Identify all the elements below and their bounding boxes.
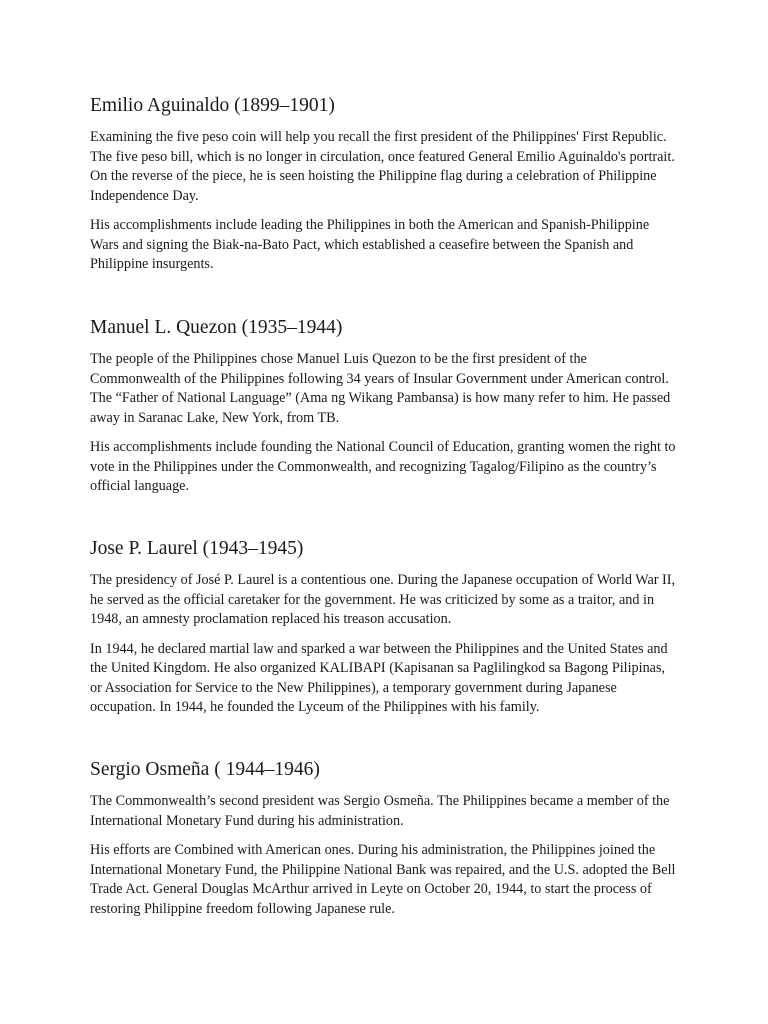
- section-paragraph: The presidency of José P. Laurel is a contentious one. During the Japanese occupation of World War II, he served as the official caretaker for the government. He was criticized by some as a traitor, and in 1948, an amnesty proclamation replaced his treason accusation.: [90, 572, 676, 627]
- section-paragraph: The people of the Philippines chose Manuel Luis Quezon to be the first president of the Commonwealth of the Philippines following 34 years of Insular Government under American control. The “Father of National Language” (Ama ng Wikang Pambansa) is how many refer to him. He passed away in Saranac Lake, New York, from TB.: [90, 351, 671, 426]
- section-sergio-osmena: [90, 758, 680, 919]
- section-paragraph: His accomplishments include leading the Philippines in both the American and Spanish-Philippine Wars and signing the Biak-na-Bato Pact, which established a ceasefire between the Spanish and Philippine insurgents.: [90, 217, 650, 272]
- section-heading: Jose P. Laurel (1943–1945): [90, 538, 304, 559]
- section-jose-laurel: [90, 537, 680, 718]
- section-paragraph: Examining the five peso coin will help you recall the first president of the Philippines' First Republic. The five peso bill, which is no longer in circulation, once featured General Emilio Aguinaldo's portrait. On the reverse of the piece, he is seen hoisting the Philippine flag during a celebration of Philippine Independence Day.: [90, 129, 675, 204]
- section-emilio-aguinaldo: [90, 94, 680, 275]
- section-paragraph: His accomplishments include founding the National Council of Education, granting women the right to vote in the Philippines under the Commonwealth, and recognizing Tagalog/Filipino as the country’s official language.: [90, 439, 676, 494]
- section-heading: Manuel L. Quezon (1935–1944): [90, 317, 343, 338]
- section-paragraph: In 1944, he declared martial law and sparked a war between the Philippines and the United States and the United Kingdom. He also organized KALIBAPI (Kapisanan sa Paglilingkod sa Bagong Pilipinas, or Association for Service to the New Philippines), a temporary government during Japanese occupation. In 1944, he founded the Lyceum of the Philippines with his family.: [90, 640, 668, 715]
- section-heading: Sergio Osmeña ( 1944–1946): [90, 759, 320, 780]
- section-paragraph: His efforts are Combined with American ones. During his administration, the Philippines joined the International Monetary Fund, the Philippine National Bank was repaired, and the U.S. adopted the Bell Trade Act. General Douglas McArthur arrived in Leyte on October 20, 1944, to start the process of restoring Philippine freedom following Japanese rule.: [90, 842, 676, 917]
- section-paragraph: The Commonwealth’s second president was Sergio Osmeña. The Philippines became a member of the International Monetary Fund during his administration.: [90, 793, 670, 829]
- section-heading: Emilio Aguinaldo (1899–1901): [90, 95, 335, 116]
- section-manuel-quezon: [90, 316, 680, 497]
